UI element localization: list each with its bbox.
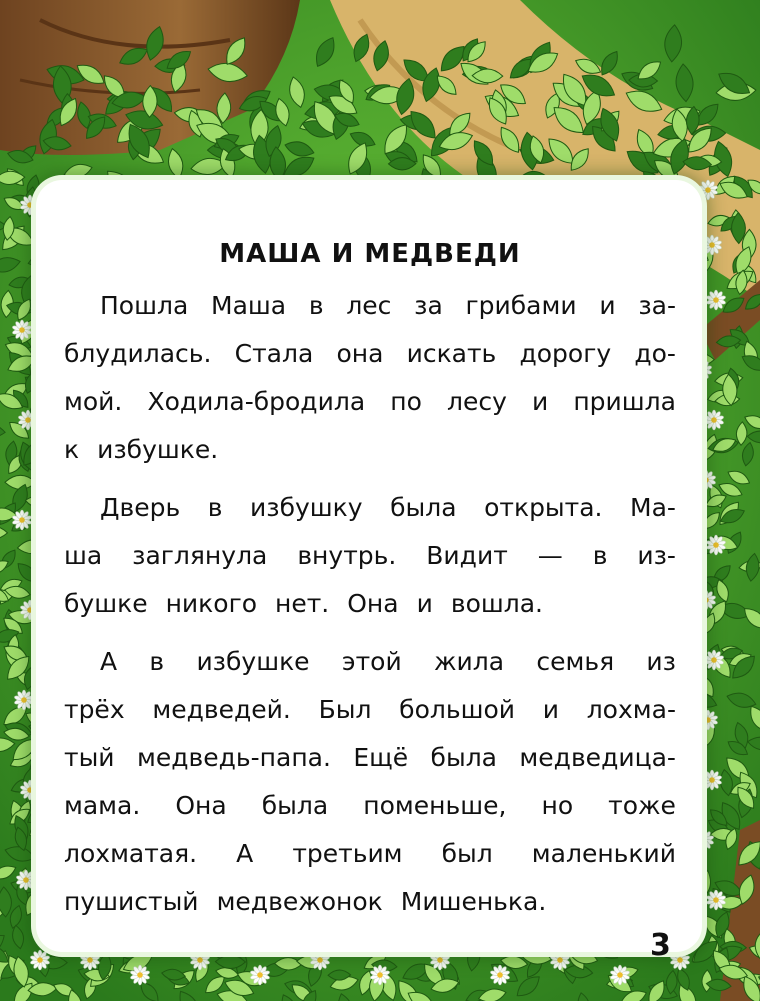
text-line: [64, 690, 676, 738]
word: лесу: [446, 387, 507, 416]
text-line: [64, 642, 676, 690]
word: из: [646, 647, 676, 676]
word: и: [599, 291, 616, 320]
word: заглянула: [132, 541, 268, 570]
word: третьим: [292, 839, 403, 868]
word: открыта.: [484, 493, 603, 522]
word: избушке: [196, 647, 310, 676]
word: семья: [536, 647, 615, 676]
word: маленький: [531, 839, 676, 868]
word: в: [149, 647, 165, 676]
word: вошла.: [450, 589, 543, 618]
word: внутрь.: [297, 541, 397, 570]
word: медведица-: [519, 743, 676, 772]
word: она: [336, 339, 384, 368]
word: трёх: [64, 695, 125, 724]
text-line: [64, 738, 676, 786]
text-line: [64, 786, 676, 834]
word: Она: [175, 791, 227, 820]
word: Маша: [211, 291, 287, 320]
word: нет.: [275, 589, 330, 618]
word: был: [441, 839, 493, 868]
word: никого: [165, 589, 257, 618]
word: медведь-папа.: [136, 743, 331, 772]
word: избушку: [250, 493, 363, 522]
word: медвежонок: [216, 887, 383, 916]
word: избушке.: [97, 435, 219, 464]
word: Видит: [426, 541, 508, 570]
text-line: [64, 430, 676, 478]
word: в: [308, 291, 324, 320]
word: Мишенька.: [400, 887, 547, 916]
word: к: [64, 435, 80, 464]
word: —: [537, 541, 563, 570]
word: Был: [318, 695, 372, 724]
word: тоже: [608, 791, 676, 820]
word: Пошла: [100, 291, 189, 320]
word: грибами: [465, 291, 577, 320]
word: Ходила-бродила: [147, 387, 366, 416]
word: этой: [341, 647, 402, 676]
story-title: МАША И МЕДВЕДИ: [219, 239, 521, 269]
word: блудилась.: [64, 339, 212, 368]
word: ша: [64, 541, 103, 570]
word: и: [531, 387, 549, 416]
word: Ещё: [353, 743, 409, 772]
word: А: [236, 839, 254, 868]
word: за: [414, 291, 443, 320]
word: большой: [399, 695, 516, 724]
word: бушке: [64, 589, 148, 618]
text-line: [64, 834, 676, 882]
word: до-: [634, 339, 676, 368]
word: в: [592, 541, 608, 570]
word: но: [541, 791, 574, 820]
word: мой.: [64, 387, 123, 416]
story-lines: [64, 286, 676, 930]
word: была: [261, 791, 329, 820]
word: пушистый: [64, 887, 199, 916]
page-number: 3: [650, 928, 671, 963]
word: Ма-: [630, 493, 676, 522]
story-text: [64, 236, 676, 930]
word: и: [416, 589, 433, 618]
word: лохматая.: [64, 839, 198, 868]
word: по: [390, 387, 422, 416]
text-line: [64, 334, 676, 382]
word: тый: [64, 743, 115, 772]
word: из-: [637, 541, 676, 570]
word: А: [100, 647, 118, 676]
word: поменьше,: [363, 791, 507, 820]
word: Дверь: [100, 493, 181, 522]
word: пришла: [573, 387, 676, 416]
text-line: [64, 286, 676, 334]
word: лес: [346, 291, 392, 320]
word: жила: [433, 647, 505, 676]
word: была: [390, 493, 457, 522]
text-line: [64, 584, 676, 632]
word: Она: [347, 589, 399, 618]
word: и: [542, 695, 559, 724]
text-line: [64, 536, 676, 584]
word: лохма-: [586, 695, 676, 724]
text-line: [64, 488, 676, 536]
word: мама.: [64, 791, 141, 820]
word: искать: [406, 339, 497, 368]
text-line: [64, 882, 676, 930]
word: за-: [638, 291, 676, 320]
word: медведей.: [152, 695, 291, 724]
word: Стала: [234, 339, 314, 368]
text-line: [64, 382, 676, 430]
word: была: [430, 743, 497, 772]
word: в: [207, 493, 223, 522]
word: дорогу: [519, 339, 612, 368]
